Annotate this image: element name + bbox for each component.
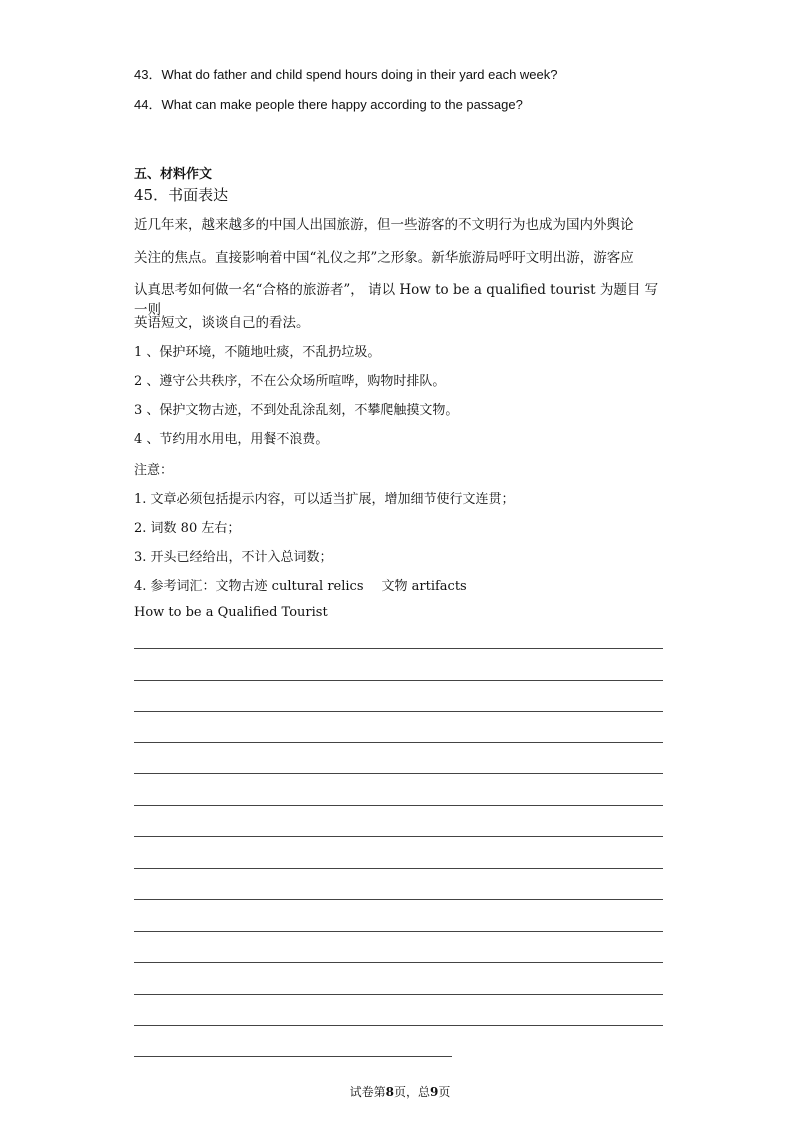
question-44: 44．What can make people there happy according to the passage? [134,97,523,112]
footer-prefix: 试卷第 [349,1085,386,1099]
prompt-line-1: 近几年来，越来越多的中国人出国旅游，但一些游客的不文明行为也成为国内外舆论 [134,217,634,233]
note-3: 3. 开头已经给出，不计入总词数； [134,550,333,565]
answer-line[interactable] [134,962,663,963]
answer-line[interactable] [134,805,663,806]
note-1: 1. 文章必须包括提示内容，可以适当扩展，增加细节使行文连贯； [134,492,515,507]
footer-total-pages: 9 [430,1085,439,1099]
footer-page-number: 8 [385,1085,394,1099]
answer-line[interactable] [134,773,663,774]
answer-line[interactable] [134,1025,663,1026]
answer-line-short[interactable] [134,1056,452,1057]
prompt-line-2: 关注的焦点。直接影响着中国“礼仪之邦”之形象。新华旅游局呼吁文明出游，游客应 [134,250,634,266]
page-footer [0,1083,800,1100]
point-1: 1 、保护环境，不随地吐痰，不乱扔垃圾。 [134,345,381,360]
point-2: 2 、遵守公共秩序，不在公众场所喧哗，购物时排队。 [134,374,446,389]
item-title: 45．书面表达 [134,186,229,204]
footer-suffix: 页 [438,1085,451,1099]
point-4: 4 、节约用水用电，用餐不浪费。 [134,432,329,447]
note-4-vocab-b: 文物 artifacts [381,579,467,594]
answer-line[interactable] [134,742,663,743]
answer-line[interactable] [134,680,663,681]
question-43: 43．What do father and child spend hours doing in their yard each week? [134,67,558,82]
answer-line[interactable] [134,836,663,837]
note-2: 2. 词数 80 左右； [134,521,241,536]
note-4 [134,575,467,594]
answer-line[interactable] [134,868,663,869]
answer-line[interactable] [134,931,663,932]
answer-line[interactable] [134,711,663,712]
section-title: 五、材料作文 [134,167,213,182]
essay-start: How to be a Qualified Tourist [134,605,328,620]
notes-heading: 注意： [134,463,174,478]
note-4-vocab-a: 4. 参考词汇：文物古迹 cultural relics [134,579,364,594]
prompt-line-4: 英语短文，谈谈自己的看法。 [134,315,310,331]
prompt-line-3: 认真思考如何做一名“合格的旅游者”， 请以 How to be a qualified tourist 为题目 写一则 [134,282,659,318]
answer-line[interactable] [134,648,663,649]
answer-line[interactable] [134,994,663,995]
footer-mid: 页，总 [393,1085,430,1099]
answer-line[interactable] [134,899,663,900]
point-3: 3 、保护文物古迹，不到处乱涂乱刻，不攀爬触摸文物。 [134,403,459,418]
